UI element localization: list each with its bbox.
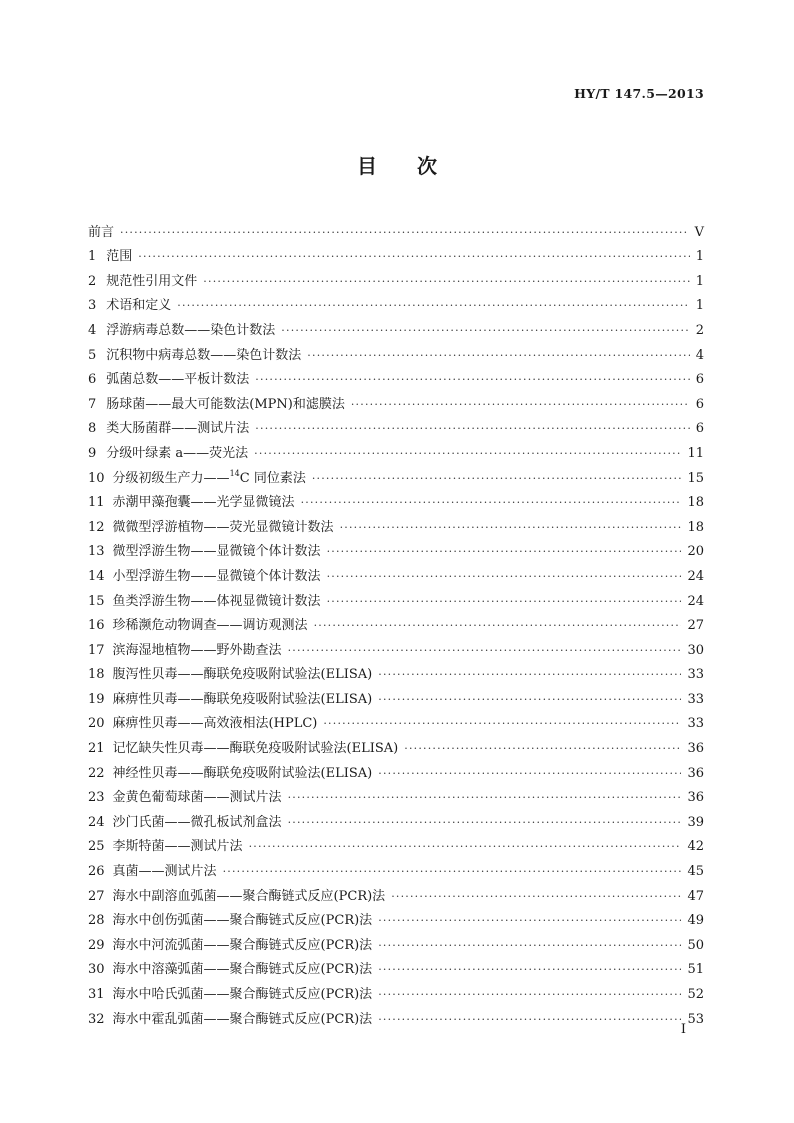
toc-entry-page: 36 [687, 741, 704, 757]
dot-leader [378, 913, 681, 929]
toc-entry-number: 31 [88, 987, 105, 1002]
dot-leader [301, 495, 682, 511]
toc-entry-number: 23 [88, 790, 105, 806]
toc-entry[interactable] [88, 462, 704, 487]
toc-entry-page: 15 [687, 470, 704, 486]
toc-entry-page: 20 [687, 544, 704, 560]
toc-entry-label: 肠球菌——最大可能数法(MPN)和滤膜法 [106, 396, 345, 412]
toc-entry[interactable] [88, 339, 704, 364]
dot-leader [327, 569, 682, 585]
dot-leader [307, 348, 689, 364]
dot-leader [288, 790, 682, 806]
toc-entry-page: 30 [687, 642, 704, 658]
dot-leader [327, 544, 682, 560]
toc-entry-label: 前言 [88, 224, 115, 240]
toc-entry-page: 39 [687, 814, 704, 830]
toc-entry-number: 18 [88, 667, 105, 683]
toc-entry[interactable] [88, 732, 704, 757]
toc-entry-label: 海水中副溶血弧菌——聚合酶链式反应(PCR)法 [112, 888, 386, 904]
dot-leader [203, 274, 689, 290]
dot-leader [378, 667, 681, 683]
toc-entry[interactable] [88, 708, 704, 733]
table-of-contents [88, 216, 704, 1028]
toc-entry-number: 19 [88, 691, 105, 707]
dot-leader [323, 716, 681, 732]
toc-entry-label: 海水中河流弧菌——聚合酶链式反应(PCR)法 [112, 937, 373, 953]
dot-leader [351, 397, 690, 413]
toc-entry-number: 6 [88, 372, 97, 388]
toc-entry[interactable] [88, 560, 704, 585]
toc-entry-label: 李斯特菌——测试片法 [112, 839, 243, 855]
toc-entry[interactable] [88, 954, 704, 979]
toc-entry-label-prefix: 分级初级生产力—— [112, 470, 230, 486]
toc-entry-label: 类大肠菌群——测试片法 [106, 421, 250, 437]
dot-leader [255, 372, 689, 388]
toc-entry-page: 24 [687, 568, 704, 584]
toc-entry-label-superscript: 14 [229, 468, 240, 478]
toc-entry-page: 4 [695, 347, 704, 363]
toc-entry[interactable] [88, 831, 704, 856]
toc-entry[interactable] [88, 782, 704, 807]
toc-entry-page: 47 [687, 888, 704, 904]
dot-leader [327, 594, 682, 610]
toc-entry-number: 14 [88, 568, 105, 584]
toc-entry-label: 腹泻性贝毒——酶联免疫吸附试验法(ELISA) [112, 667, 373, 683]
toc-entry[interactable] [88, 683, 704, 708]
toc-entry-number: 30 [88, 962, 105, 978]
title-part-2: 次 [417, 154, 437, 178]
dot-leader [120, 225, 689, 241]
toc-entry-page: 24 [687, 593, 704, 609]
dot-leader [378, 692, 681, 708]
toc-entry[interactable] [88, 536, 704, 561]
toc-entry-label: 微微型浮游植物——荧光显微镜计数法 [112, 519, 334, 535]
toc-entry[interactable] [88, 1003, 704, 1028]
toc-entry-page: 36 [687, 765, 704, 781]
toc-entry-page: 18 [687, 495, 704, 511]
toc-entry-label: 小型浮游生物——显微镜个体计数法 [112, 568, 321, 584]
toc-entry-label: 微型浮游生物——显微镜个体计数法 [112, 544, 321, 560]
toc-entry-number: 12 [88, 519, 105, 535]
toc-entry-number: 11 [88, 495, 105, 511]
dot-leader [255, 421, 689, 437]
toc-entry-number: 22 [88, 765, 105, 781]
footer-page-number: I [680, 1022, 686, 1037]
toc-entry[interactable] [88, 290, 704, 315]
toc-entry-number: 7 [88, 396, 97, 412]
toc-entry-number: 3 [88, 298, 97, 314]
toc-entry-number: 4 [88, 322, 97, 338]
title-part-1: 目 [357, 154, 377, 178]
dot-leader [378, 962, 681, 978]
toc-entry-label: 海水中霍乱弧菌——聚合酶链式反应(PCR)法 [112, 1011, 373, 1027]
toc-entry[interactable] [88, 511, 704, 536]
toc-entry-number: 32 [88, 1011, 105, 1027]
dot-leader [288, 643, 682, 659]
toc-entry-number: 27 [88, 888, 105, 904]
toc-entry-number: 13 [88, 544, 105, 560]
dot-leader [312, 471, 682, 487]
toc-entry-label: 记忆缺失性贝毒——酶联免疫吸附试验法(ELISA) [112, 741, 399, 757]
toc-entry-page: 51 [687, 962, 704, 978]
dot-leader [249, 839, 682, 855]
toc-entry[interactable] [88, 364, 704, 389]
toc-entry[interactable] [88, 216, 704, 241]
toc-entry-label: 海水中创伤弧菌——聚合酶链式反应(PCR)法 [112, 913, 373, 929]
dot-leader [378, 766, 681, 782]
toc-entry-page: 1 [695, 298, 704, 314]
toc-entry[interactable] [88, 855, 704, 880]
toc-entry-page: 42 [687, 839, 704, 855]
toc-entry-label: 分级叶绿素 a——荧光法 [106, 445, 249, 461]
toc-entry-page: 50 [687, 937, 704, 953]
toc-entry[interactable] [88, 241, 704, 266]
toc-entry-number: 15 [88, 593, 105, 609]
dot-leader [404, 741, 681, 757]
toc-entry-page: 6 [695, 372, 704, 388]
toc-entry-label: 沙门氏菌——微孔板试剂盒法 [112, 814, 282, 830]
toc-entry[interactable] [88, 585, 704, 610]
toc-entry-page: 33 [687, 667, 704, 683]
toc-entry-number: 26 [88, 864, 105, 880]
toc-entry[interactable] [88, 659, 704, 684]
toc-entry-label: 弧菌总数——平板计数法 [106, 372, 250, 388]
toc-entry-page: 52 [687, 987, 704, 1002]
toc-entry-page: 2 [695, 322, 704, 338]
toc-entry[interactable] [88, 929, 704, 954]
toc-entry-label: 术语和定义 [106, 298, 172, 314]
toc-entry-number: 25 [88, 839, 105, 855]
toc-entry[interactable] [88, 413, 704, 438]
toc-entry-number: 29 [88, 937, 105, 953]
dot-leader [177, 298, 689, 314]
dot-leader [378, 938, 681, 954]
toc-entry-label: 麻痹性贝毒——高效液相法(HPLC) [112, 716, 318, 732]
toc-entry-number: 24 [88, 814, 105, 830]
toc-entry-label: 金黄色葡萄球菌——测试片法 [112, 790, 282, 806]
dot-leader [378, 1012, 681, 1028]
toc-entry[interactable] [88, 905, 704, 930]
dot-leader [223, 864, 682, 880]
toc-entry-label: 麻痹性贝毒——酶联免疫吸附试验法(ELISA) [112, 691, 373, 707]
toc-entry[interactable] [88, 757, 704, 782]
toc-entry-number: 8 [88, 421, 97, 437]
toc-entry[interactable] [88, 634, 704, 659]
toc-entry-number: 9 [88, 445, 97, 461]
toc-entry[interactable] [88, 978, 704, 1003]
toc-entry-page: 33 [687, 691, 704, 707]
toc-entry-label: 滨海湿地植物——野外勘查法 [112, 642, 282, 658]
toc-entry-label [113, 466, 306, 487]
toc-entry-label: 海水中哈氏弧菌——聚合酶链式反应(PCR)法 [112, 987, 373, 1002]
dot-leader [138, 249, 689, 265]
standard-code: HY/T 147.5—2013 [574, 86, 704, 101]
toc-entry-number: 28 [88, 913, 105, 929]
toc-entry-page: 11 [687, 445, 704, 461]
toc-entry[interactable] [88, 437, 704, 462]
toc-entry-number: 16 [88, 618, 105, 634]
toc-entry-number: 17 [88, 642, 105, 658]
toc-entry[interactable] [88, 265, 704, 290]
page-title [0, 150, 794, 179]
dot-leader [254, 446, 681, 462]
dot-leader [391, 889, 681, 905]
toc-entry-label: 赤潮甲藻孢囊——光学显微镜法 [112, 495, 295, 511]
toc-entry-label: 神经性贝毒——酶联免疫吸附试验法(ELISA) [112, 765, 373, 781]
toc-entry-label: 珍稀濒危动物调查——调访观测法 [112, 618, 308, 634]
toc-entry-number: 5 [88, 347, 97, 363]
toc-entry-label: 沉积物中病毒总数——染色计数法 [106, 347, 302, 363]
toc-entry-page: 45 [687, 864, 704, 880]
dot-leader [340, 520, 682, 536]
toc-entry-page: V [694, 224, 704, 240]
toc-entry-label: 浮游病毒总数——染色计数法 [106, 322, 276, 338]
toc-entry-number: 21 [88, 741, 105, 757]
toc-entry-number: 20 [88, 716, 105, 732]
dot-leader [281, 323, 689, 339]
toc-entry-page: 33 [687, 716, 704, 732]
toc-entry-page: 6 [695, 396, 704, 412]
toc-entry-number: 2 [88, 273, 97, 289]
toc-entry-page: 36 [687, 790, 704, 806]
dot-leader [378, 987, 681, 1003]
toc-entry-label: 海水中溶藻弧菌——聚合酶链式反应(PCR)法 [112, 962, 373, 978]
toc-entry-label: 范围 [106, 249, 133, 265]
toc-entry[interactable] [88, 487, 704, 512]
toc-entry-page: 1 [695, 273, 704, 289]
dot-leader [288, 815, 682, 831]
toc-entry-number: 1 [88, 249, 97, 265]
toc-entry-label: 鱼类浮游生物——体视显微镜计数法 [112, 593, 321, 609]
toc-entry-page: 53 [687, 1011, 704, 1027]
toc-entry-page: 18 [687, 519, 704, 535]
toc-entry-label: 真菌——测试片法 [112, 864, 217, 880]
toc-entry-page: 49 [687, 913, 704, 929]
toc-entry-number: 10 [88, 470, 105, 486]
toc-entry[interactable] [88, 388, 704, 413]
toc-entry-label: 规范性引用文件 [106, 273, 198, 289]
toc-entry-page: 27 [687, 618, 704, 634]
dot-leader [314, 618, 682, 634]
toc-entry[interactable] [88, 314, 704, 339]
toc-entry-page: 1 [695, 249, 704, 265]
toc-entry-label-suffix: C 同位素法 [239, 470, 306, 486]
toc-entry-page: 6 [695, 421, 704, 437]
toc-entry[interactable] [88, 610, 704, 635]
toc-entry[interactable] [88, 880, 704, 905]
toc-entry[interactable] [88, 806, 704, 831]
